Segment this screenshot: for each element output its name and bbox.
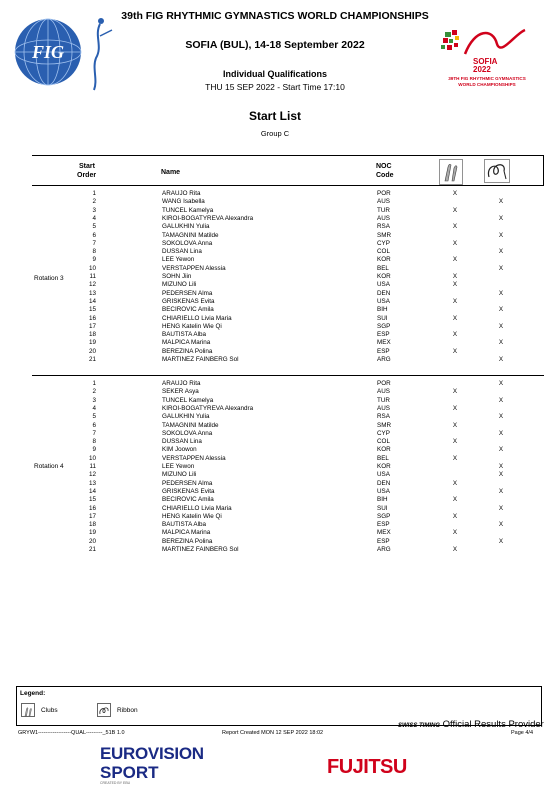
start-order: 14	[88, 487, 96, 495]
table-row	[32, 422, 544, 430]
noc-code: TUR	[377, 396, 390, 404]
noc-code: USA	[377, 297, 390, 305]
start-order: 4	[92, 214, 96, 222]
table-row	[32, 438, 544, 446]
table-row	[32, 240, 544, 248]
table-row	[32, 546, 544, 554]
table-row	[32, 488, 544, 496]
table-row	[32, 298, 544, 306]
athlete-name: CHIARIELLO Livia Maria	[162, 314, 232, 322]
table-row	[32, 446, 544, 454]
start-order: 5	[92, 413, 96, 421]
athlete-name: ARAUJO Rita	[162, 380, 201, 387]
start-order: 9	[92, 446, 96, 454]
sofia-logo-line2: 2022	[473, 65, 491, 74]
athlete-name: SOHN Jiin	[162, 273, 192, 280]
col-code: Code	[376, 172, 394, 179]
results-provider	[398, 719, 544, 730]
championship-title: 39th FIG RHYTHMIC GYMNASTICS WORLD CHAMPIONSHIPS	[121, 10, 429, 22]
clubs-mark: X	[452, 546, 458, 553]
table-row	[32, 455, 544, 463]
clubs-mark: X	[452, 421, 458, 429]
table-row	[32, 323, 544, 331]
athlete-name: MIZUNO Lili	[162, 281, 197, 289]
table-row	[32, 306, 544, 314]
noc-code: POR	[377, 190, 391, 197]
noc-code: RSA	[377, 413, 390, 421]
start-order: 6	[92, 231, 96, 239]
clubs-mark: X	[452, 223, 458, 231]
venue-dates: SOFIA (BUL), 14-18 September 2022	[185, 39, 365, 51]
athlete-name: LEE Yewon	[162, 256, 195, 264]
table-header	[32, 155, 544, 186]
clubs-mark: X	[452, 512, 458, 520]
ribbon-mark: X	[498, 248, 504, 256]
athlete-name: DUSSAN Lina	[162, 438, 202, 446]
athlete-name: MARTINEZ FAINBERG Sol	[162, 546, 239, 553]
table-row	[32, 339, 544, 347]
table-row	[32, 505, 544, 513]
start-order: 7	[92, 429, 96, 437]
clubs-mark: X	[452, 388, 458, 396]
noc-code: TUR	[377, 206, 390, 214]
noc-code: POR	[377, 380, 391, 387]
athlete-name: TUNCEL Kamelya	[162, 396, 214, 404]
ribbon-mark: X	[498, 487, 504, 495]
table-row	[32, 513, 544, 521]
start-order: 8	[92, 248, 96, 256]
rotation-4-block	[32, 379, 544, 561]
col-name: Name	[161, 169, 181, 176]
clubs-mark: X	[452, 404, 458, 412]
sofia-2022-logo	[435, 26, 540, 92]
eurovision-text: EUROVISION	[100, 744, 204, 763]
start-order: 15	[88, 496, 96, 504]
table-row	[32, 388, 544, 396]
athlete-name: GRISKENAS Evita	[162, 297, 215, 305]
athlete-name: MALPICA Marina	[162, 339, 211, 347]
athlete-name: MIZUNO Lili	[162, 471, 197, 479]
athlete-name: TAMAGNINI Matilde	[162, 421, 219, 429]
clubs-mark: X	[452, 297, 458, 305]
table-row	[32, 248, 544, 256]
start-order: 1	[92, 190, 96, 197]
ribbon-mark: X	[498, 306, 504, 314]
noc-code: RSA	[377, 223, 390, 231]
noc-code: USA	[377, 471, 390, 479]
noc-code: MEX	[377, 529, 391, 537]
start-order: 17	[88, 322, 96, 330]
athlete-name: LEE Yewon	[162, 463, 195, 470]
ribbon-mark: X	[498, 322, 504, 330]
ribbon-mark: X	[498, 380, 504, 387]
table-row	[32, 471, 544, 479]
start-order: 19	[88, 339, 96, 347]
clubs-mark: X	[452, 239, 458, 247]
ribbon-icon	[484, 159, 510, 183]
table-row	[32, 198, 544, 206]
clubs-mark: X	[452, 190, 458, 197]
group-label: Group C	[260, 129, 290, 138]
clubs-mark: X	[452, 496, 458, 504]
eurovision-sport-logo	[100, 744, 204, 785]
athlete-name: KIM Joowon	[162, 446, 197, 454]
start-order: 13	[88, 289, 96, 297]
athlete-name: BEREZINA Polina	[162, 537, 213, 545]
ribbon-mark: X	[498, 198, 504, 206]
noc-code: SUI	[377, 504, 388, 512]
athlete-name: BECIROVIC Amila	[162, 496, 214, 504]
table-row	[32, 348, 544, 356]
start-order: 21	[88, 356, 96, 363]
ribbon-mark: X	[498, 521, 504, 529]
athlete-name: PEDERSEN Alma	[162, 289, 213, 297]
event-name: Individual Qualifications	[222, 69, 327, 79]
table-row	[32, 521, 544, 529]
start-order: 10	[88, 454, 96, 462]
table-row	[32, 538, 544, 546]
start-order: 19	[88, 529, 96, 537]
noc-code: AUS	[377, 198, 390, 206]
table-row	[32, 463, 544, 471]
table-row	[32, 223, 544, 231]
ribbon-mark: X	[498, 289, 504, 297]
athlete-name: TUNCEL Kamelya	[162, 206, 214, 214]
table-row	[32, 430, 544, 438]
athlete-name: SOKOLOVA Anna	[162, 239, 213, 247]
noc-code: AUS	[377, 388, 390, 396]
noc-code: AUS	[377, 404, 390, 412]
noc-code: KOR	[377, 463, 391, 470]
noc-code: ESP	[377, 347, 390, 355]
athlete-name: GRISKENAS Evita	[162, 487, 215, 495]
ribbon-mark: X	[498, 537, 504, 545]
noc-code: DEN	[377, 289, 391, 297]
table-row	[32, 315, 544, 323]
clubs-mark: X	[452, 273, 458, 280]
start-order: 16	[88, 314, 96, 322]
clubs-mark: X	[452, 281, 458, 289]
start-list-title: Start List	[248, 109, 301, 123]
table-row	[32, 273, 544, 281]
official-results-provider: Official Results Provider	[442, 719, 544, 730]
ribbon-mark: X	[498, 396, 504, 404]
start-order: 20	[88, 347, 96, 355]
start-order: 10	[88, 264, 96, 272]
ribbon-mark: X	[498, 471, 504, 479]
sofia-logo-line4: WORLD CHAMPIONSHIPS	[458, 82, 516, 87]
start-order: 11	[89, 463, 96, 470]
athlete-name: VERSTAPPEN Alessia	[162, 264, 226, 272]
athlete-name: WANG Isabella	[162, 198, 205, 206]
start-order: 1	[92, 380, 96, 387]
start-order: 16	[88, 504, 96, 512]
sport-text: SPORT	[100, 763, 159, 782]
col-noc: NOC	[376, 163, 392, 170]
start-order: 17	[88, 512, 96, 520]
start-order: 4	[92, 404, 96, 412]
start-order: 18	[88, 521, 96, 529]
clubs-mark: X	[452, 438, 458, 446]
document-code: GRYW1------------------QUAL---------_51B 1.0	[18, 730, 125, 736]
legend-ribbon-label: Ribbon	[117, 707, 138, 714]
ribbon-mark: X	[498, 356, 504, 363]
athlete-name: MARTINEZ FAINBERG Sol	[162, 356, 239, 363]
athlete-name: SOKOLOVA Anna	[162, 429, 213, 437]
noc-code: BIH	[377, 306, 388, 314]
clubs-icon	[439, 159, 463, 185]
table-row	[32, 331, 544, 339]
athlete-name: CHIARIELLO Livia Maria	[162, 504, 232, 512]
rotation-3-block	[32, 189, 544, 376]
noc-code: ESP	[377, 521, 390, 529]
start-order: 14	[88, 297, 96, 305]
ribbon-icon	[97, 703, 111, 717]
table-row	[32, 380, 544, 388]
noc-code: ARG	[377, 356, 391, 363]
athlete-name: BECIROVIC Amila	[162, 306, 214, 314]
start-order: 12	[88, 281, 96, 289]
legend-title: Legend:	[20, 690, 46, 697]
clubs-mark: X	[452, 206, 458, 214]
noc-code: ESP	[377, 331, 390, 339]
athlete-name: ARAUJO Rita	[162, 190, 201, 197]
noc-code: COL	[377, 438, 390, 446]
noc-code: SMR	[377, 231, 391, 239]
athlete-name: TAMAGNINI Matilde	[162, 231, 219, 239]
page-number: Page 4/4	[511, 730, 534, 736]
start-order: 8	[92, 438, 96, 446]
ribbon-mark: X	[498, 214, 504, 222]
athlete-name: BEREZINA Polina	[162, 347, 213, 355]
athlete-name: HENG Katelin Wie Qi	[162, 512, 222, 520]
swiss-timing-logo: SWISS TIMING	[398, 723, 440, 729]
col-order: Order	[77, 172, 97, 179]
table-row	[32, 232, 544, 240]
athlete-name: PEDERSEN Alma	[162, 479, 213, 487]
athlete-name: VERSTAPPEN Alessia	[162, 454, 226, 462]
athlete-name: GALUKHIN Yulia	[162, 413, 210, 421]
noc-code: BEL	[377, 264, 389, 272]
noc-code: AUS	[377, 214, 390, 222]
start-order: 2	[92, 198, 96, 206]
start-order: 21	[88, 546, 96, 553]
start-order: 3	[92, 206, 96, 214]
noc-code: ESP	[377, 537, 390, 545]
ribbon-mark: X	[498, 339, 504, 347]
ribbon-mark: X	[498, 264, 504, 272]
athlete-name: KIROI-BOGATYREVA Alexandra	[162, 404, 254, 412]
noc-code: KOR	[377, 446, 391, 454]
ribbon-mark: X	[498, 504, 504, 512]
athlete-name: MALPICA Marina	[162, 529, 211, 537]
table-row	[32, 480, 544, 488]
noc-code: MEX	[377, 339, 391, 347]
ribbon-mark: X	[498, 413, 504, 421]
event-date-time: THU 15 SEP 2022 - Start Time 17:10	[205, 82, 345, 92]
athlete-name: HENG Katelin Wie Qi	[162, 322, 222, 330]
table-row	[32, 413, 544, 421]
fujitsu-logo: FUJITSU	[327, 756, 407, 778]
noc-code: KOR	[377, 256, 391, 264]
athlete-name: BAUTISTA Alba	[162, 521, 206, 529]
table-row	[32, 207, 544, 215]
athlete-name: GALUKHIN Yulia	[162, 223, 210, 231]
noc-code: SMR	[377, 421, 391, 429]
ribbon-mark: X	[498, 231, 504, 239]
noc-code: SGP	[377, 512, 391, 520]
start-order: 5	[92, 223, 96, 231]
clubs-mark: X	[452, 479, 458, 487]
clubs-mark: X	[452, 529, 458, 537]
rotation-label: Rotation 3	[34, 275, 64, 282]
clubs-mark: X	[452, 347, 458, 355]
noc-code: COL	[377, 248, 390, 256]
noc-code: ARG	[377, 546, 391, 553]
report-created: Report Created MON 12 SEP 2022 18:02	[222, 730, 324, 736]
table-row	[32, 290, 544, 298]
noc-code: SGP	[377, 322, 391, 330]
clubs-mark: X	[452, 454, 458, 462]
clubs-icon	[21, 703, 35, 717]
table-row	[32, 397, 544, 405]
clubs-mark: X	[452, 256, 458, 264]
start-order: 2	[92, 388, 96, 396]
table-row	[32, 190, 544, 198]
table-row	[32, 496, 544, 504]
noc-code: USA	[377, 487, 390, 495]
noc-code: BEL	[377, 454, 389, 462]
ribbon-mark: X	[498, 429, 504, 437]
clubs-mark: X	[452, 331, 458, 339]
athlete-name: BAUTISTA Alba	[162, 331, 206, 339]
ribbon-mark: X	[498, 446, 504, 454]
noc-code: USA	[377, 281, 390, 289]
legend-clubs-label: Clubs	[41, 707, 58, 714]
col-start: Start	[79, 163, 95, 170]
athlete-name: KIROI-BOGATYREVA Alexandra	[162, 214, 254, 222]
table-row	[32, 356, 544, 364]
start-order: 3	[92, 396, 96, 404]
noc-code: DEN	[377, 479, 391, 487]
sofia-logo-line3: 39TH FIG RHYTHMIC GYMNASTICS	[448, 76, 526, 81]
start-order: 9	[92, 256, 96, 264]
start-order: 6	[92, 421, 96, 429]
start-order: 18	[88, 331, 96, 339]
table-row	[32, 215, 544, 223]
noc-code: SUI	[377, 314, 388, 322]
sofia-logo-line1: SOFIA	[473, 57, 498, 66]
athlete-name: DUSSAN Lina	[162, 248, 202, 256]
created-by-text: CREATED BY EBU	[100, 781, 131, 785]
table-row	[32, 529, 544, 537]
fig-logo-text: FIG	[31, 42, 65, 62]
start-order: 13	[88, 479, 96, 487]
noc-code: BIH	[377, 496, 388, 504]
table-row	[32, 256, 544, 264]
ribbon-mark: X	[498, 463, 504, 470]
clubs-mark: X	[452, 314, 458, 322]
rotation-label: Rotation 4	[34, 463, 64, 470]
noc-code: CYP	[377, 239, 390, 247]
table-row	[32, 281, 544, 289]
start-order: 7	[92, 239, 96, 247]
start-order: 11	[89, 273, 96, 280]
start-order: 12	[88, 471, 96, 479]
start-order: 15	[88, 306, 96, 314]
table-row	[32, 405, 544, 413]
table-row	[32, 265, 544, 273]
noc-code: KOR	[377, 273, 391, 280]
noc-code: CYP	[377, 429, 390, 437]
athlete-name: SEKER Asya	[162, 388, 199, 396]
start-order: 20	[88, 537, 96, 545]
